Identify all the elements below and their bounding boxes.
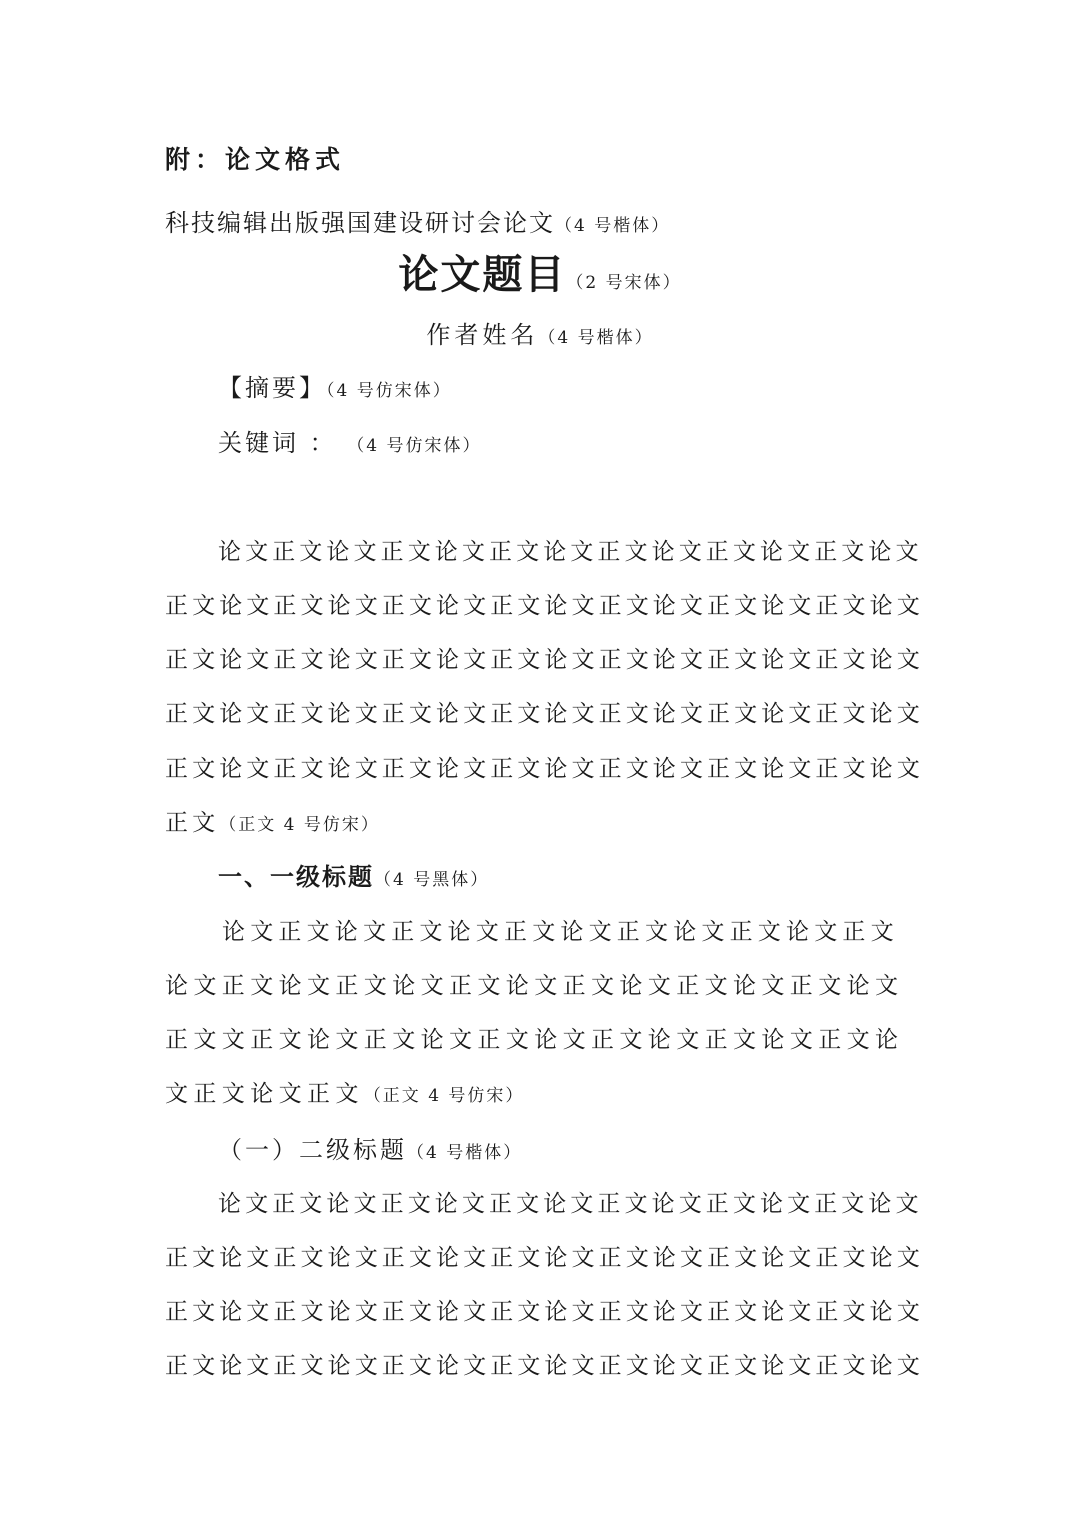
title-format-note: （2 号宋体） [566, 273, 682, 293]
body-text-line: 论文正文论文正文论文正文论文正文论文正文论文正文论文 [218, 539, 923, 565]
title-row [0, 243, 1080, 300]
body-text-line-last [165, 804, 380, 837]
conference-name: 科技编辑出版强国建设研讨会论文 [165, 209, 555, 237]
keywords-format-note: （4 号仿宋体） [347, 436, 482, 456]
abstract-label: 【摘要】 [218, 374, 326, 402]
conference-line [165, 203, 670, 238]
appendix-label: 附：论文格式 [165, 145, 346, 174]
author-row [0, 315, 1080, 350]
body-format-note: （正文 4 号仿宋） [363, 1086, 525, 1106]
author-name: 作者姓名 [426, 321, 539, 349]
heading-level-1-text: 一、一级标题 [218, 863, 374, 891]
body-text-line: 正文论文正文论文正文论文正文论文正文论文正文论文正文论文 [165, 647, 924, 673]
heading-level-2-text: （一）二级标题 [218, 1136, 407, 1164]
heading-level-2 [218, 1130, 522, 1165]
body-text-line: 正文论文正文论文正文论文正文论文正文论文正文论文正文论文 [165, 593, 924, 619]
heading-level-1-format-note: （4 号黑体） [374, 870, 490, 890]
body-text-line: 正文论文正文论文正文论文正文论文正文论文正文论文正文论文 [165, 1299, 924, 1325]
body-text-line: 论文正文论文正文论文正文论文正文论文正文论文正文论文 [218, 1191, 923, 1217]
body-text-line: 正文论文正文论文正文论文正文论文正文论文正文论文正文论文 [165, 701, 924, 727]
body-text-tail: 文正文论文正文 [165, 1081, 364, 1107]
paper-title: 论文题目 [398, 252, 567, 298]
keywords-row [218, 423, 482, 458]
abstract-row [218, 368, 452, 403]
body-format-note: （正文 4 号仿宋） [219, 815, 380, 835]
body-text-line: 论文正文论文正文论文正文论文正文论文正文论文正文 [222, 919, 899, 945]
body-text-line: 正文论文正文论文正文论文正文论文正文论文正文论文正文论文 [165, 756, 924, 782]
conference-format-note: （4 号楷体） [555, 216, 671, 236]
heading-level-2-format-note: （4 号楷体） [407, 1143, 523, 1163]
body-text-line: 正文论文正文论文正文论文正文论文正文论文正文论文正文论文 [165, 1245, 924, 1271]
heading-level-1 [218, 857, 489, 892]
keywords-label: 关键词 ： [218, 429, 337, 457]
body-text-tail: 正文 [165, 810, 220, 836]
body-text-line: 正文文正文论文正文论文正文论文正文论文正文论文正文论 [165, 1027, 904, 1053]
body-text-line: 正文论文正文论文正文论文正文论文正文论文正文论文正文论文 [165, 1353, 924, 1379]
body-text-line: 论文正文论文正文论文正文论文正文论文正文论文正文论文 [165, 973, 904, 999]
abstract-format-note: （4 号仿宋体） [326, 381, 452, 401]
author-format-note: （4 号楷体） [538, 328, 654, 348]
body-text-line-last [165, 1075, 524, 1108]
